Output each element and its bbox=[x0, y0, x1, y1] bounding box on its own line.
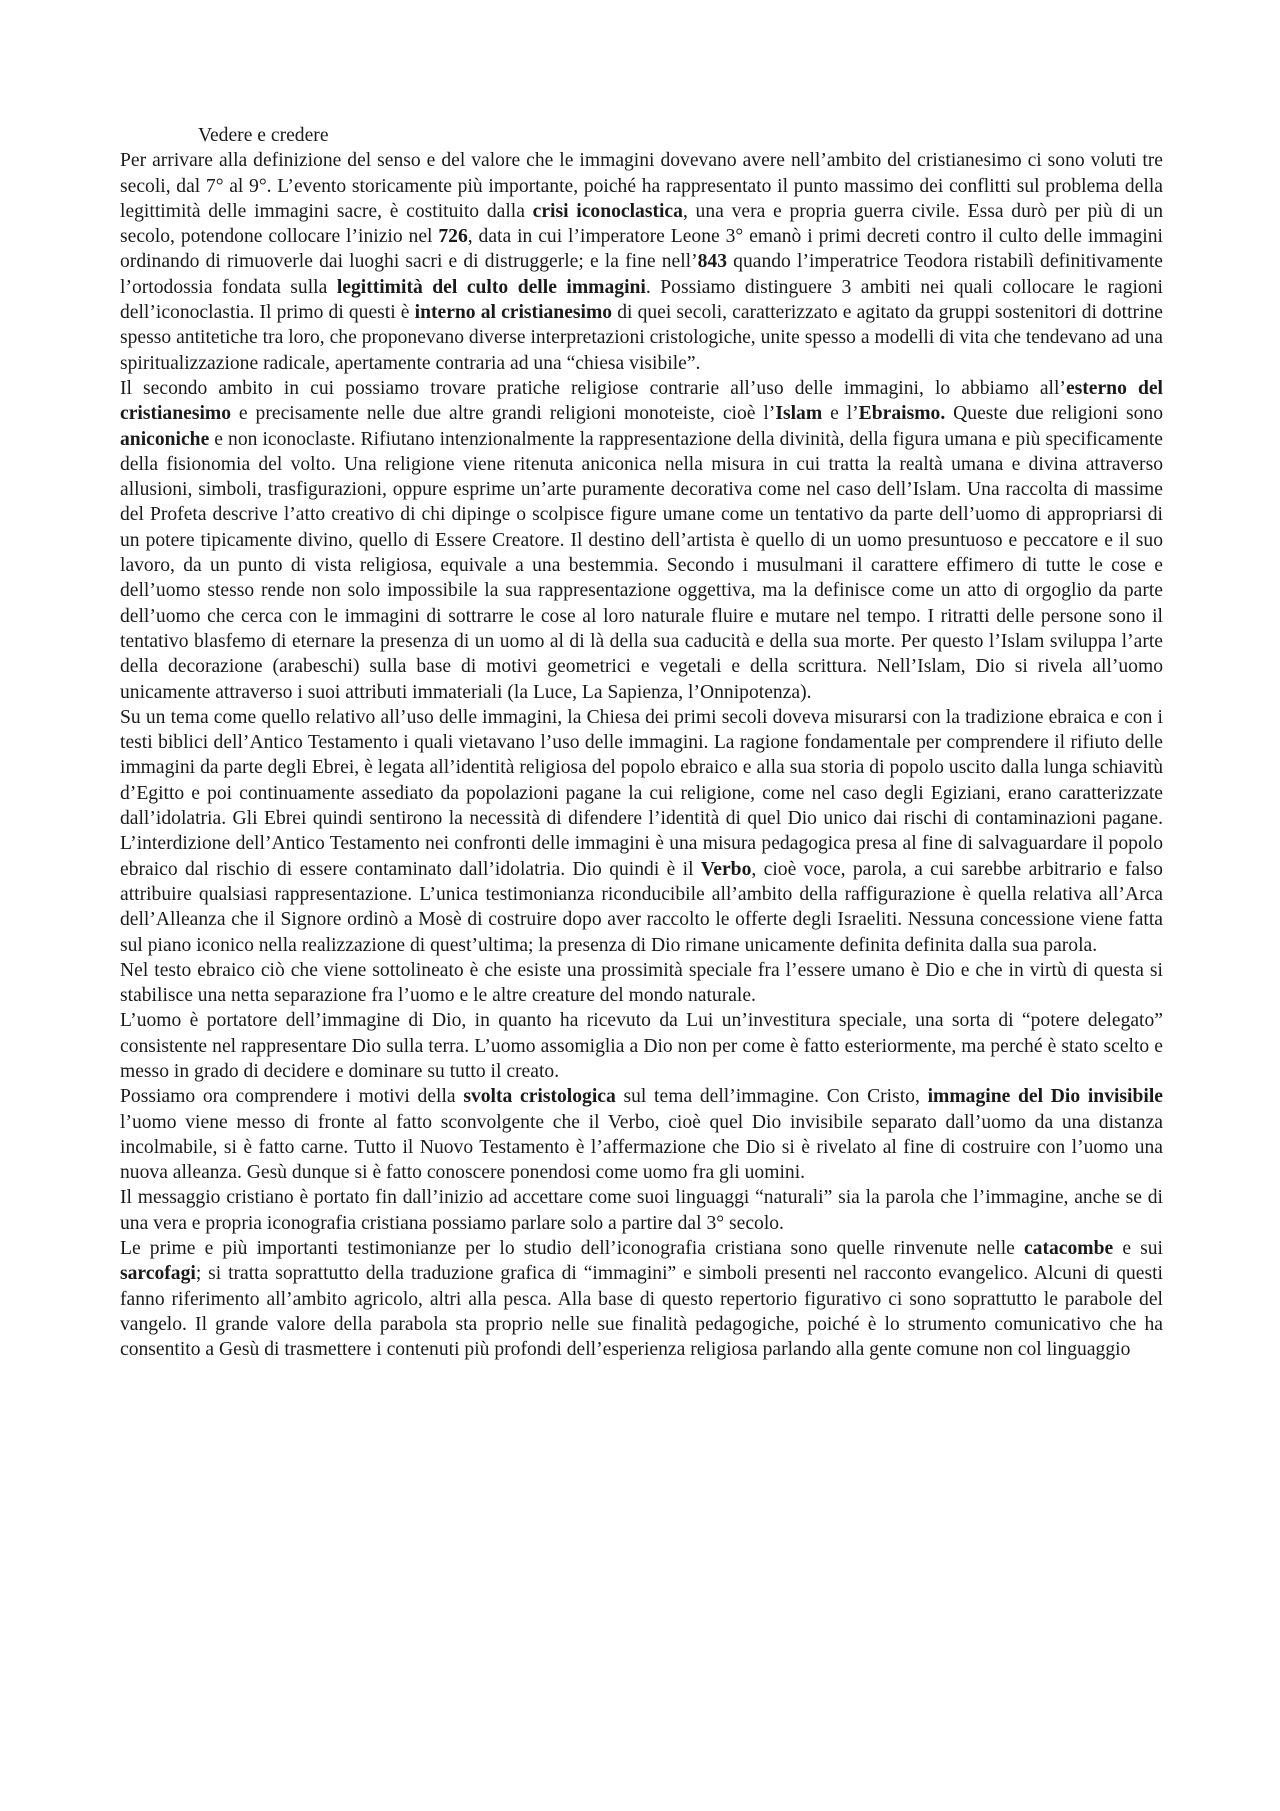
paragraph bbox=[120, 1084, 1163, 1185]
text-run: e l’ bbox=[822, 403, 859, 425]
text-run: . Possiamo distinguere 3 ambiti nei quali collocare le ragioni dell’iconoclastia. Il primo di questi è bbox=[120, 276, 1163, 324]
paragraph bbox=[120, 705, 1163, 958]
text-run: Il secondo ambito in cui possiamo trovare pratiche religiose contrarie all’uso delle immagini, lo abbiamo all’ bbox=[120, 377, 1066, 399]
bold-term: legittimità del culto delle immagini bbox=[336, 276, 646, 298]
paragraph bbox=[120, 1008, 1163, 1084]
text-run: L’uomo è portatore dell’immagine di Dio, in quanto ha ricevuto da Lui un’investitura speciale, una sorta di “potere delegato” consistente nel rappresentare Dio sulla terra. L’uomo assomiglia a Dio non per come è fatto esteriormente, ma perché è stato scelto e messo in grado di decidere e dominare su tutto il creato. bbox=[120, 1010, 1163, 1082]
text-run: quando l’imperatrice Teodora ristabilì definitivamente l’ortodossia fondata sulla bbox=[120, 251, 1163, 298]
text-run: di quei secoli, caratterizzato e agitato da gruppi sostenitori di dottrine spesso antitetiche tra loro, che proponevano diverse interpretazioni cristologiche, unite spesso a modelli di vita che tendevano ad una spiritualizzazione radicale, apertamente contraria ad una “chiesa visibile”. bbox=[120, 302, 1163, 374]
text-run: e precisamente nelle due altre grandi religioni monoteiste, cioè l’ bbox=[231, 403, 776, 425]
bold-term: Islam bbox=[775, 403, 823, 425]
bold-term: immagine del Dio invisibile bbox=[927, 1086, 1163, 1108]
text-run: l’uomo viene messo di fronte al fatto sconvolgente che il Verbo, cioè quel Dio invisibile separato dall’uomo da una distanza incolmabile, si è fatto carne. Tutto il Nuovo Testamento è l’affermazione che Dio si è rivelato al fine di costruire con l’uomo una nuova alleanza. Gesù dunque si è fatto conoscere ponendosi come uomo fra gli uomini. bbox=[120, 1111, 1163, 1184]
paragraph bbox=[120, 148, 1163, 376]
text-run: Per arrivare alla definizione del senso e del valore che le immagini dovevano avere nell’ambito del cristianesimo ci sono voluti tre secoli, dal 7° al 9°. L’evento storicamente più importante, poiché ha rappresentato il punto massimo dei conflitti sul problema della legittimità delle immagini sacre, è costituito dalla bbox=[120, 150, 1163, 222]
bold-term: Ebraismo. bbox=[858, 403, 946, 425]
paragraph bbox=[120, 1185, 1163, 1236]
bold-term: interno al cristianesimo bbox=[414, 302, 613, 324]
bold-term: Verbo bbox=[700, 858, 752, 880]
bold-term: sarcofagi bbox=[120, 1263, 196, 1285]
text-run: e non iconoclaste. Rifiutano intenzionalmente la rappresentazione della divinità, della figura umana e più specificamente della fisionomia del volto. Una religione viene ritenuta aniconica nella misura in cui tratta la realtà umana e divina attraverso allusioni, simboli, trasfigurazioni, oppure esprime un’arte puramente decorativa come nel caso dell’Islam. Una raccolta di massime del Profeta descrive l’atto creativo di chi dipinge o scolpisce figure umane come un tentativo da parte dell’uomo di appropriarsi di un potere tipicamente divino, quello di Essere Creatore. Il destino dell’artista è quello di un uomo presuntuoso e peccatore e il suo lavoro, da un punto di vista religiosa, equivale a una bestemmia. Secondo i musulmani il carattere effimero di tutte le cose e dell’uomo stesso rende non solo impossibile la sua rappresentazione oggettiva, ma la definisce come un atto di orgoglio da parte dell’uomo che cerca con le immagini di sottrarre le cose al loro naturale fluire e mutare nel tempo. I ritratti delle persone sono il tentativo blasfemo di eternare la presenza di un uomo al di là della sua caducità e della sua morte. Per questo l’Islam sviluppa l’arte della decorazione (arabeschi) sulla base di motivi geometrici e vegetali e della scrittura. Nell’Islam, Dio si rivela all’uomo unicamente attraverso i suoi attributi immateriali (la Luce, La Sapienza, l’Onnipotenza). bbox=[120, 428, 1163, 703]
document-page bbox=[120, 123, 1163, 1363]
bold-term: catacombe bbox=[1023, 1238, 1114, 1260]
bold-term: 843 bbox=[697, 251, 728, 273]
paragraph bbox=[120, 376, 1163, 705]
bold-term: esterno del cristianesimo bbox=[120, 377, 1163, 425]
text-run: Su un tema come quello relativo all’uso delle immagini, la Chiesa dei primi secoli doveva misurarsi con la tradizione ebraica e con i testi biblici dell’Antico Testamento i quali vietavano l’uso delle immagini. La ragione fondamentale per comprendere il rifiuto delle immagini da parte degli Ebrei, è legata all’identità religiosa del popolo ebraico e alla sua storia di popolo uscito dalla lunga schiavitù d’Egitto e poi continuamente assediato da popolazioni pagane la cui religione, come nel caso degli Egiziani, erano caratterizzate dall’idolatria. Gli Ebrei quindi sentirono la necessità di difendere l’identità di quel Dio unico dai rischi di contaminazioni pagane. L’interdizione dell’Antico Testamento nei confronti delle immagini è una misura pedagogica presa al fine di salvaguardare il popolo ebraico dal rischio di essere contaminato dall’idolatria. Dio quindi è il bbox=[120, 706, 1163, 880]
text-run: , una vera e propria guerra civile. Essa durò per più di un secolo, potendone collocare l’inizio nel bbox=[120, 200, 1163, 248]
text-run: Il messaggio cristiano è portato fin dall’inizio ad accettare come suoi linguaggi “naturali” sia la parola che l’immagine, anche se di una vera e propria iconografia cristiana possiamo parlare solo a partire dal 3° secolo. bbox=[120, 1187, 1163, 1234]
text-run: Le prime e più importanti testimonianze per lo studio dell’iconografia cristiana sono quelle rinvenute nelle bbox=[120, 1238, 1024, 1260]
bold-term: svolta cristologica bbox=[463, 1086, 616, 1108]
document-title: Vedere e credere bbox=[198, 125, 329, 146]
text-run: ; si tratta soprattutto della traduzione grafica di “immagini” e simboli presenti nel racconto evangelico. Alcuni di questi fanno riferimento all’ambito agricolo, altri alla pesca. Alla base di questo repertorio figurativo ci sono soprattutto le parabole del vangelo. Il grande valore della parabola sta proprio nelle sue finalità pedagogiche, poiché è lo strumento comunicativo che ha consentito a Gesù di trasmettere i contenuti più profondi dell’esperienza religiosa parlando alla gente comune non col linguaggio bbox=[120, 1263, 1163, 1361]
bold-term: 726 bbox=[438, 226, 468, 248]
bold-term: crisi iconoclastica bbox=[532, 200, 683, 222]
text-run: sul tema dell’immagine. Con Cristo, bbox=[615, 1086, 928, 1108]
paragraph bbox=[120, 958, 1163, 1009]
text-run: e sui bbox=[1113, 1238, 1164, 1260]
text-run: , cioè voce, parola, a cui sarebbe arbitrario e falso attribuire qualsiasi rappresentazione. L’unica testimonianza riconducibile all’ambito della raffigurazione è quella relativa all’Arca dell’Alleanza che il Signore ordinò a Mosè di costruire dopo aver raccolto le offerte degli Israeliti. Nessuna concessione viene fatta sul piano iconico nella realizzazione di quest’ultima; la presenza di Dio rimane unicamente definita definita dalla sua parola. bbox=[120, 858, 1163, 956]
paragraph bbox=[120, 1236, 1163, 1362]
text-run: Queste due religioni sono bbox=[945, 403, 1163, 425]
text-run: Possiamo ora comprendere i motivi della bbox=[120, 1086, 464, 1108]
document-body bbox=[120, 148, 1163, 1362]
bold-term: aniconiche bbox=[120, 428, 210, 450]
text-run: Nel testo ebraico ciò che viene sottolineato è che esiste una prossimità speciale fra l’essere umano è Dio e che in virtù di questa si stabilisce una netta separazione fra l’uomo e le altre creature del mondo naturale. bbox=[120, 959, 1163, 1007]
text-run: , data in cui l’imperatore Leone 3° emanò i primi decreti contro il culto delle immagini ordinando di rimuoverle dai luoghi sacri e di distruggerle; e la fine nell’ bbox=[120, 226, 1163, 273]
